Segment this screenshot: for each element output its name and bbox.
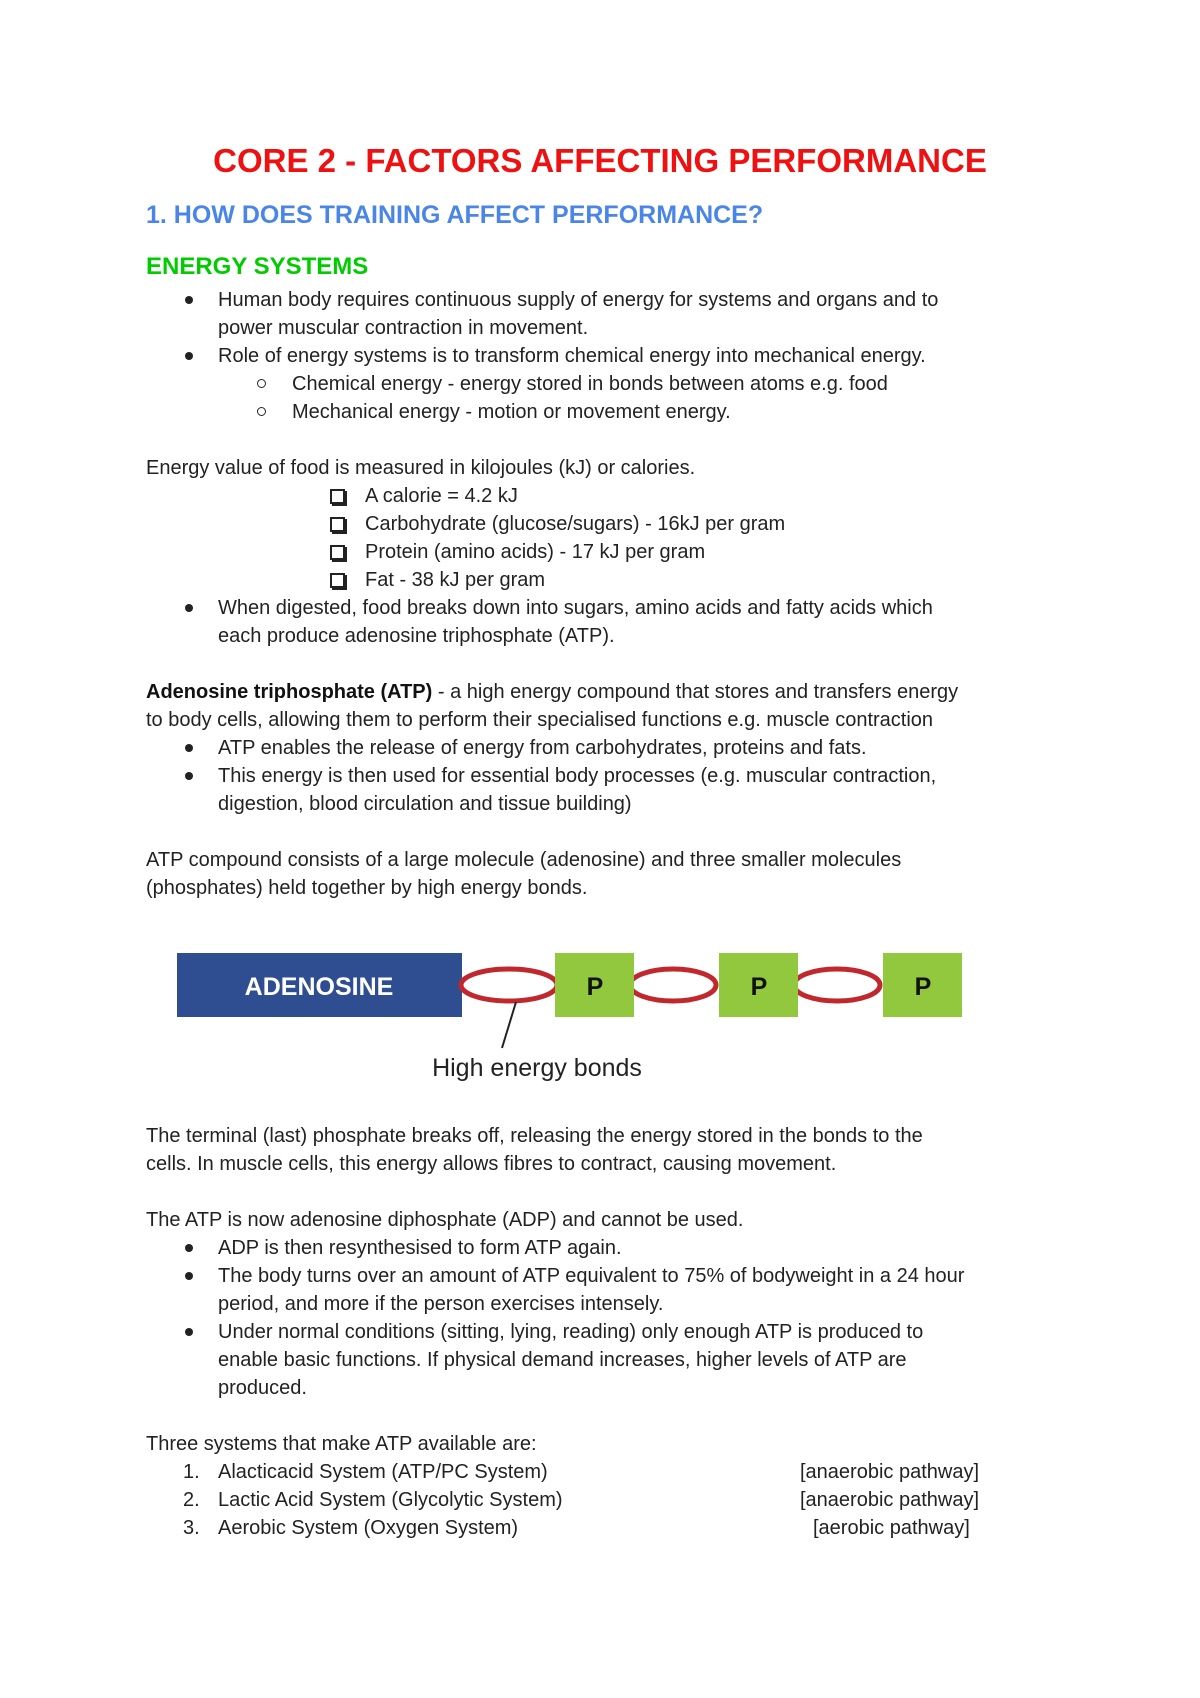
- food-item-2: Carbohydrate (glucose/sugars) - 16kJ per gram: [365, 513, 786, 535]
- system-pathway-3: [aerobic pathway]: [813, 1517, 970, 1539]
- bullet-dot: [185, 1328, 193, 1336]
- atp-definition-text: - a high energy compound that stores and transfers energy: [432, 681, 959, 703]
- digest-line-2: each produce adenosine triphosphate (ATP).: [218, 625, 615, 647]
- atp-compound-line-2: (phosphates) held together by high energy bonds.: [146, 877, 588, 899]
- energy-bullet-1-line-2: power muscular contraction in movement.: [218, 317, 589, 339]
- subsection-heading: ENERGY SYSTEMS: [146, 253, 369, 280]
- digest-line-1: When digested, food breaks down into sugars, amino acids and fatty acids which: [218, 597, 933, 619]
- atp-bullet-2-line-2: digestion, blood circulation and tissue building): [218, 793, 632, 815]
- breakdown-line-2: cells. In muscle cells, this energy allows fibres to contract, causing movement.: [146, 1153, 837, 1175]
- energy-bullet-1-line-1: Human body requires continuous supply of energy for systems and organs and to: [218, 289, 939, 311]
- adp-bullet-2-line-1: The body turns over an amount of ATP equivalent to 75% of bodyweight in a 24 hour: [218, 1265, 965, 1287]
- atp-bullet-1: ATP enables the release of energy from carbohydrates, proteins and fats.: [218, 737, 867, 759]
- energy-sub-bullet-1: Chemical energy - energy stored in bonds between atoms e.g. food: [292, 373, 888, 395]
- atp-bullet-2-line-1: This energy is then used for essential body processes (e.g. muscular contraction,: [218, 765, 937, 787]
- adp-bullet-3-line-2: enable basic functions. If physical demand increases, higher levels of ATP are: [218, 1349, 907, 1371]
- phosphate-label-1: P: [586, 973, 604, 1001]
- system-name-1: Alacticacid System (ATP/PC System): [218, 1461, 548, 1483]
- atp-compound-line-1: ATP compound consists of a large molecule (adenosine) and three smaller molecules: [146, 849, 902, 871]
- atp-definition-line-2: to body cells, allowing them to perform their specialised functions e.g. muscle contraction: [146, 709, 934, 731]
- phosphate-label-3: P: [914, 973, 932, 1001]
- high-energy-bond-1: [461, 969, 557, 1001]
- breakdown-line-1: The terminal (last) phosphate breaks off, releasing the energy stored in the bonds to the: [146, 1125, 923, 1147]
- systems-intro: Three systems that make ATP available are:: [146, 1433, 537, 1455]
- adp-bullet-3-line-3: produced.: [218, 1377, 307, 1399]
- adp-bullet-3-line-1: Under normal conditions (sitting, lying, reading) only enough ATP is produced to: [218, 1321, 924, 1343]
- food-item-4: Fat - 38 kJ per gram: [365, 569, 546, 591]
- food-item-1: A calorie = 4.2 kJ: [365, 485, 518, 507]
- adp-intro: The ATP is now adenosine diphosphate (ADP) and cannot be used.: [146, 1209, 744, 1231]
- adp-bullet-1: ADP is then resynthesised to form ATP again.: [218, 1237, 622, 1259]
- section-heading: 1. HOW DOES TRAINING AFFECT PERFORMANCE?: [146, 201, 764, 229]
- high-energy-bonds-label: High energy bonds: [432, 1054, 642, 1082]
- system-number-3: 3.: [183, 1517, 200, 1539]
- system-pathway-2: [anaerobic pathway]: [800, 1489, 980, 1511]
- page-title: CORE 2 - FACTORS AFFECTING PERFORMANCE: [213, 142, 987, 179]
- food-energy-intro: Energy value of food is measured in kilojoules (kJ) or calories.: [146, 457, 696, 479]
- system-name-2: Lactic Acid System (Glycolytic System): [218, 1489, 563, 1511]
- system-number-1: 1.: [183, 1461, 200, 1483]
- system-number-2: 2.: [183, 1489, 200, 1511]
- bullet-dot: [185, 1272, 193, 1280]
- high-energy-bond-2: [630, 969, 716, 1001]
- energy-bullet-2: Role of energy systems is to transform chemical energy into mechanical energy.: [218, 345, 926, 367]
- adp-bullet-2-line-2: period, and more if the person exercises intensely.: [218, 1293, 664, 1315]
- atp-term: Adenosine triphosphate (ATP): [146, 681, 433, 703]
- system-pathway-1: [anaerobic pathway]: [800, 1461, 980, 1483]
- food-item-3: Protein (amino acids) - 17 kJ per gram: [365, 541, 706, 563]
- bond-pointer-line: [502, 1002, 516, 1048]
- adenosine-label: ADENOSINE: [244, 973, 394, 1001]
- system-name-3: Aerobic System (Oxygen System): [218, 1517, 519, 1539]
- energy-sub-bullet-2: Mechanical energy - motion or movement energy.: [292, 401, 731, 423]
- phosphate-label-2: P: [750, 973, 768, 1001]
- bullet-dot: [185, 1244, 193, 1252]
- high-energy-bond-3: [794, 969, 880, 1001]
